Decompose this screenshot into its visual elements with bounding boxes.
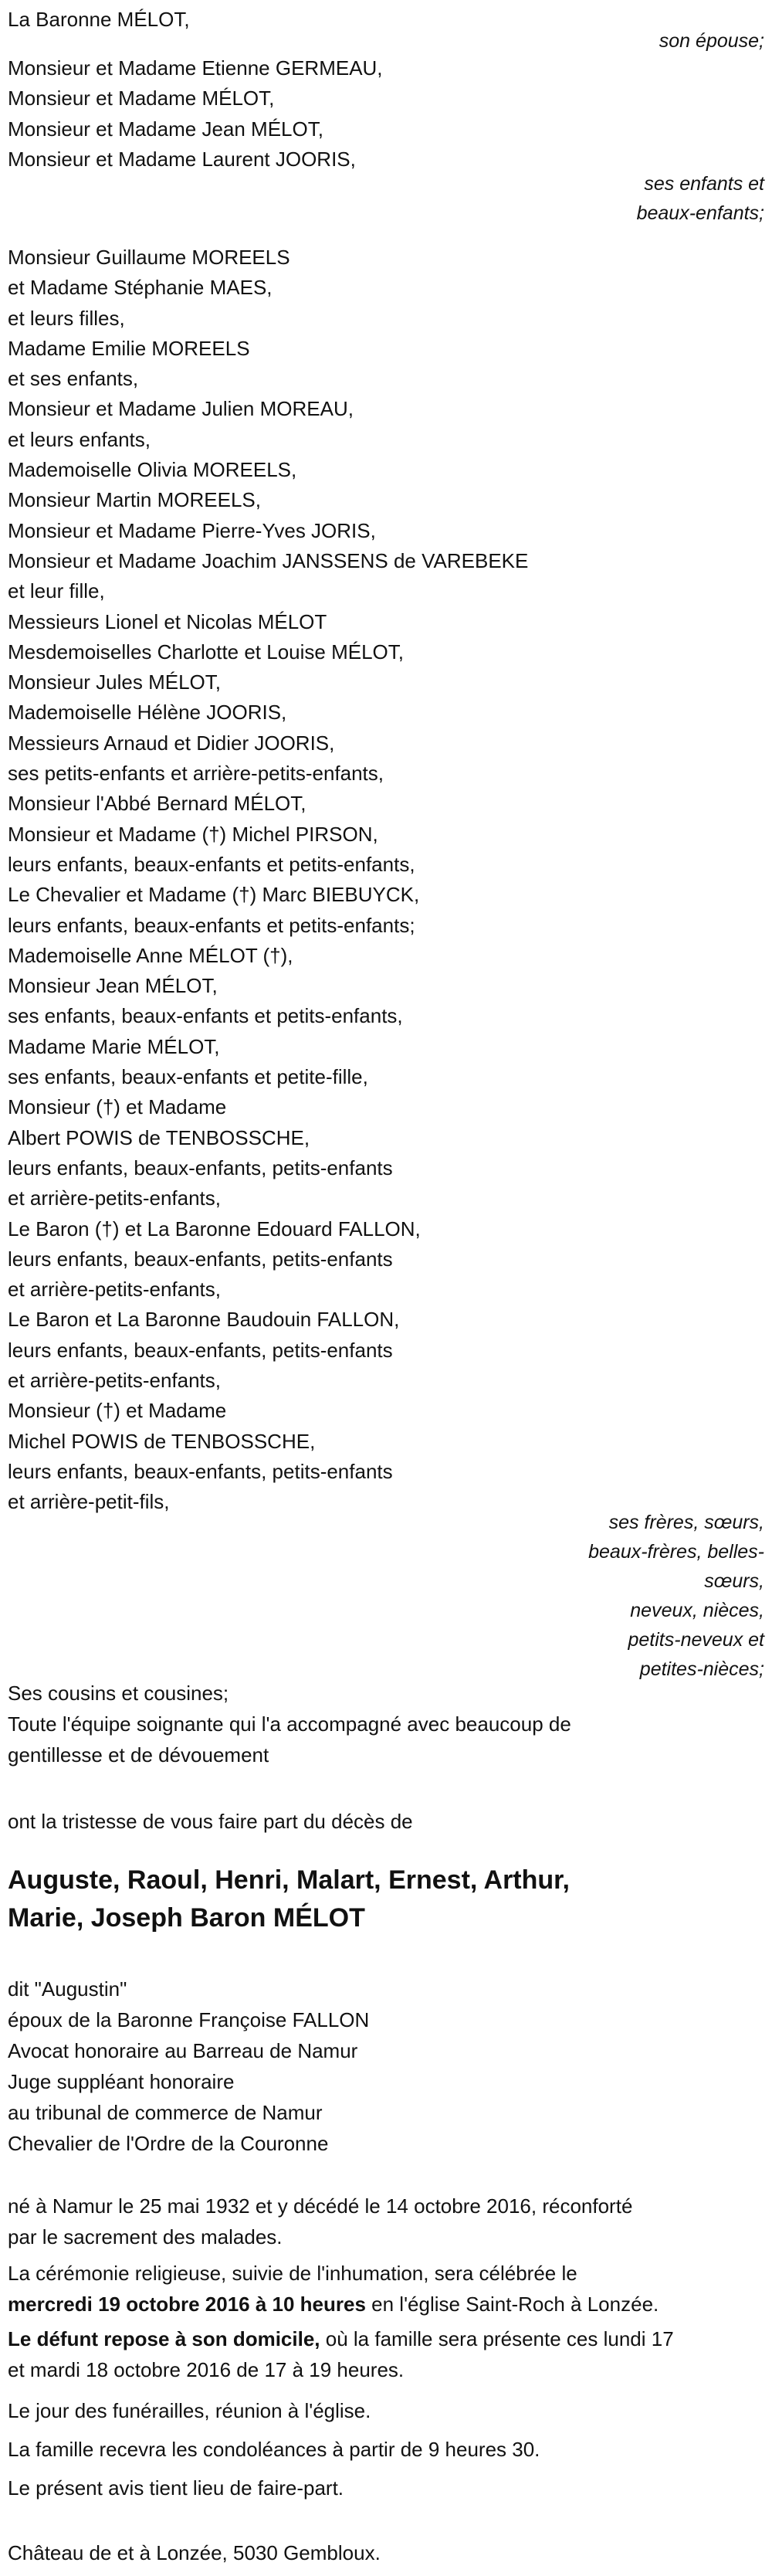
relation-label: ses frères, sœurs, (608, 1512, 764, 1533)
family-member: Messieurs Lionel et Nicolas MÉLOT (8, 609, 327, 633)
family-member: et Madame Stéphanie MAES, (8, 276, 273, 300)
deceased-name (8, 1862, 570, 1937)
family-member: Monsieur et Madame MÉLOT, (8, 87, 275, 110)
others-line: Ses cousins et cousines; (8, 1682, 229, 1705)
family-member: Monsieur et Madame Joachim JANSSENS de VAREBEKE (8, 548, 529, 572)
family-member: Monsieur et Madame Pierre-Yves JORIS, (8, 518, 376, 542)
others-line: gentillesse et de dévouement (8, 1743, 269, 1767)
deceased-name-line: Marie, Joseph Baron MÉLOT (8, 1903, 365, 1933)
relation-label: son épouse; (659, 30, 764, 52)
family-member: ses petits-enfants et arrière-petits-enfants, (8, 762, 384, 786)
family-member: Monsieur et Madame Laurent JOORIS, (8, 147, 356, 171)
family-member: et leurs filles, (8, 306, 125, 330)
family-member: Messieurs Arnaud et Didier JOORIS, (8, 731, 335, 755)
birth-death-info (8, 2191, 632, 2252)
title-line: Juge suppléant honoraire (8, 2070, 235, 2093)
relation-label: neveux, nièces, (630, 1600, 764, 1621)
visit-info (8, 2323, 674, 2385)
family-member: et leur fille, (8, 579, 105, 603)
family-member: Mademoiselle Olivia MOREELS, (8, 458, 297, 482)
family-member: Monsieur Martin MOREELS, (8, 488, 261, 512)
family-member: leurs enfants, beaux-enfants et petits-enfants; (8, 913, 415, 937)
family-member: et arrière-petits-enfants, (8, 1186, 222, 1210)
family-member: ses enfants, beaux-enfants et petite-fille, (8, 1065, 368, 1089)
relation-label: beaux-frères, belles- (588, 1541, 764, 1563)
birth-line: né à Namur le 25 mai 1932 et y décédé le 14 octobre 2016, réconforté (8, 2194, 633, 2218)
condolences (8, 2434, 540, 2465)
titles-list (8, 1974, 369, 2159)
family-member: Albert POWIS de TENBOSSCHE, (8, 1125, 310, 1149)
family-member: Monsieur Jules MÉLOT, (8, 670, 221, 694)
family-member: et arrière-petit-fils, (8, 1490, 170, 1514)
deceased-name-line: Auguste, Raoul, Henri, Malart, Ernest, Arthur, (8, 1865, 570, 1895)
announcement-text: ont la tristesse de vous faire part du décès de (8, 1810, 413, 1833)
birth-line: par le sacrement des malades. (8, 2225, 283, 2248)
family-member: Le Chevalier et Madame (†) Marc BIEBUYCK, (8, 883, 420, 907)
family-member: et arrière-petits-enfants, (8, 1368, 222, 1392)
title-line: au tribunal de commerce de Namur (8, 2101, 323, 2124)
family-member: Mademoiselle Hélène JOORIS, (8, 701, 287, 725)
relation-label: sœurs, (704, 1570, 764, 1592)
ceremony-line: La cérémonie religieuse, suivie de l'inhumation, sera célébrée le (8, 2262, 577, 2285)
family-member: leurs enfants, beaux-enfants, petits-enfants (8, 1459, 393, 1483)
ceremony-line (8, 2289, 659, 2320)
children-role (637, 169, 764, 228)
relation-label: ses enfants et (644, 173, 764, 195)
notice-text: Le présent avis tient lieu de faire-part. (8, 2476, 344, 2500)
title-line: Chevalier de l'Ordre de la Couronne (8, 2132, 329, 2155)
visit-text: où la famille sera présente ces lundi 17 (320, 2327, 674, 2350)
spouse-block (8, 4, 190, 35)
family-member: Monsieur et Madame (†) Michel PIRSON, (8, 822, 378, 846)
title-line: dit "Augustin" (8, 1977, 127, 2001)
family-member: Madame Marie MÉLOT, (8, 1034, 220, 1058)
family-member: ses enfants, beaux-enfants et petits-enfants, (8, 1004, 403, 1028)
family-member: leurs enfants, beaux-enfants et petits-enfants, (8, 852, 415, 876)
extended-family-list (8, 243, 528, 1517)
family-member: Michel POWIS de TENBOSSCHE, (8, 1429, 316, 1453)
address (8, 2537, 381, 2568)
announcement (8, 1806, 413, 1837)
children-list (8, 53, 383, 175)
family-member: Monsieur (†) et Madame (8, 1399, 227, 1423)
others-list (8, 1678, 571, 1770)
relation-label: petits-neveux et (628, 1629, 764, 1651)
family-member: Monsieur Jean MÉLOT, (8, 974, 218, 998)
relation-label: petites-nièces; (639, 1658, 764, 1680)
condolences-text: La famille recevra les condoléances à partir de 9 heures 30. (8, 2438, 540, 2461)
visit-location: Le défunt repose à son domicile, (8, 2327, 320, 2350)
family-member: Madame Emilie MOREELS (8, 336, 250, 360)
family-member: Le Baron (†) et La Baronne Edouard FALLON, (8, 1217, 421, 1240)
visit-line: et mardi 18 octobre 2016 de 17 à 19 heures. (8, 2358, 405, 2381)
family-member: Monsieur et Madame Jean MÉLOT, (8, 117, 323, 141)
address-text: Château de et à Lonzée, 5030 Gembloux. (8, 2541, 381, 2564)
family-member: et arrière-petits-enfants, (8, 1278, 222, 1302)
ceremony-info (8, 2258, 659, 2320)
family-member: Mesdemoiselles Charlotte et Louise MÉLOT, (8, 640, 405, 664)
family-member: Mademoiselle Anne MÉLOT (†), (8, 943, 293, 967)
spouse-name: La Baronne MÉLOT, (8, 8, 190, 31)
family-member: leurs enfants, beaux-enfants, petits-enfants (8, 1247, 393, 1271)
funeral-meeting (8, 2395, 371, 2426)
title-line: Avocat honoraire au Barreau de Namur (8, 2039, 358, 2062)
family-member: Monsieur Guillaume MOREELS (8, 246, 290, 269)
ceremony-date: mercredi 19 octobre 2016 à 10 heures (8, 2293, 366, 2316)
siblings-role (588, 1508, 764, 1596)
relation-label: beaux-enfants; (636, 202, 764, 224)
ceremony-place: en l'église Saint-Roch à Lonzée. (365, 2293, 659, 2316)
family-member: leurs enfants, beaux-enfants, petits-enfants (8, 1156, 393, 1179)
family-member: leurs enfants, beaux-enfants, petits-enfants (8, 1338, 393, 1362)
family-member: Le Baron et La Baronne Baudouin FALLON, (8, 1308, 400, 1332)
family-member: Monsieur et Madame Etienne GERMEAU, (8, 56, 383, 80)
nephews-role (628, 1596, 765, 1684)
spouse-role (659, 26, 764, 56)
others-line: Toute l'équipe soignante qui l'a accompagné avec beaucoup de (8, 1712, 571, 1736)
family-member: Monsieur et Madame Julien MOREAU, (8, 397, 354, 421)
family-member: Monsieur (†) et Madame (8, 1095, 227, 1119)
family-member: et leurs enfants, (8, 427, 151, 451)
title-line: époux de la Baronne Françoise FALLON (8, 2008, 370, 2031)
funeral-meeting-text: Le jour des funérailles, réunion à l'église. (8, 2399, 371, 2422)
family-member: et ses enfants, (8, 367, 139, 391)
notice (8, 2472, 344, 2503)
visit-line (8, 2323, 674, 2354)
family-member: Monsieur l'Abbé Bernard MÉLOT, (8, 792, 306, 816)
